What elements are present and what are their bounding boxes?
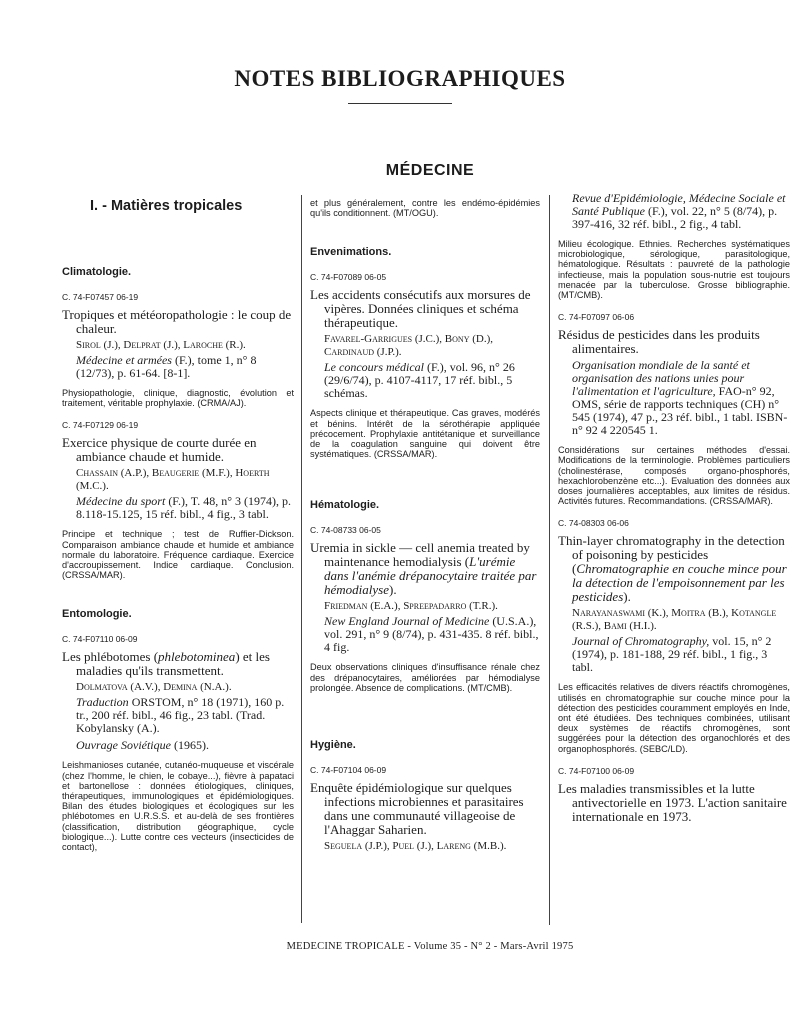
bibliographic-entry xyxy=(310,272,540,459)
page-title: NOTES BIBLIOGRAPHIQUES xyxy=(234,66,566,91)
entry-source xyxy=(572,635,790,674)
entry-abstract: Considérations sur certaines méthodes d'essai. Modifications de la terminologie. Problèmes particuliers (cholinestérase, composés organo-phosphorés, hexachlorobenzène etc...). Evaluation des données aux doses journalières acceptables, aux limites de résidus. Activités futures. Recommandations. (CRSSA/MAR). xyxy=(558,445,790,507)
entry-authors: Seguela (J.P.), Puel (J.), Lareng (M.B.). xyxy=(324,840,507,853)
entry-reference: C. 74-F07457 06-19 xyxy=(62,292,139,302)
entry-abstract: Leishmanioses cutanée, cutanéo-muqueuse et viscérale (chez l'homme, le chien, le cobaye...), fièvre à papataci et bartonellose : données étiologiques, cliniques, thérapeutiques, immunologiques et épidémiologiques. Bilan des études biologiques et écologiques sur les phlébotomes en U.R.S.S. et au-delà de ses frontières (classification, distribution géographique, cycle biologique...). Lutte contre ces vecteurs (insecticides de contact), xyxy=(62,760,294,853)
source-details: (U.S.A.), vol. 291, n° 9 (8/74), p. 431-435. 8 réf. bibl., 4 fig. xyxy=(324,614,539,655)
chapter-heading: I. - Matières tropicales xyxy=(90,198,243,214)
entry-reference: C. 74-08303 06-06 xyxy=(558,518,629,529)
entry-authors: Dolmatova (A.V.), Demina (N.A.). xyxy=(76,681,232,694)
source-details: vol. 15, n° 2 (1974), p. 181-188, 29 réf. bibl., 1 fig., 3 tabl. xyxy=(572,634,772,675)
entry-reference: C. 74-F07089 06-05 xyxy=(310,272,387,283)
category-heading: Climatologie. xyxy=(62,266,132,278)
entry-title: Tropiques et météoropathologie : le coup de chaleur. xyxy=(62,307,292,336)
category-heading: Hématologie. xyxy=(310,499,380,512)
entry-title: Uremia in sickle — cell anemia treated by maintenance hemodialysis (L'urémie dans l'anémie drépanocytaire traitée par hémodialyse). xyxy=(310,540,537,598)
source-details: (F.), tome 1, n° 8 (12/73), p. 61-64. [8-1]. xyxy=(76,353,257,380)
entry-authors: Friedman (E.A.), Spreepadarro (T.R.). xyxy=(324,600,498,613)
entry-title: Enquête épidémiologique sur quelques infections microbiennes et parasitaires dans une communauté villageoise de l'Ahaggar Saharien. xyxy=(310,780,524,838)
entry-title: Les accidents consécutifs aux morsures de vipères. Données cliniques et schéma thérapeutique. xyxy=(310,287,531,331)
entry-abstract: Aspects clinique et thérapeutique. Cas graves, modérés et bénins. Intérêt de la sérothérapie appliquée précocement. Prophylaxie antitétanique et surveillance de la coagulation sanguine qui doivent être systématiques. (CRSSA/MAR). xyxy=(310,408,540,460)
entry-source-secondary xyxy=(76,739,294,752)
journal-name: Revue d'Epidémiologie, Médecine Sociale et Santé Publique xyxy=(572,191,786,218)
journal-name: New England Journal of Medicine xyxy=(324,614,490,629)
entry-reference: C. 74-F07100 06-09 xyxy=(558,765,635,776)
entry-authors: Favarel-Garrigues (J.C.), Bony (D.), Cardinaud (J.P.). xyxy=(324,333,493,359)
entry-source xyxy=(324,361,540,400)
entry-abstract: Milieu écologique. Ethnies. Recherches systématiques microbiologique, sérologique, parasitologique, hématologique. Résultats : pauvreté de la pathologie infectieuse, mais la population sous-nutrie est toujours menacée par la tuberculose. Grosse bibliographie. (MT/CMB). xyxy=(558,239,790,301)
entry-reference: C. 74-F07104 06-09 xyxy=(310,765,387,776)
entry-title: Résidus de pesticides dans les produits alimentaires. xyxy=(558,327,760,357)
entry-authors: Chassain (A.P.), Beaugerie (M.F.), Hoerth (M.C.). xyxy=(76,467,270,493)
bibliographic-entry xyxy=(62,292,294,408)
entry-abstract: Les efficacités relatives de divers réactifs chromogènes, utilisés en chromatographie sur couche mince pour la détection des pesticides couramment employés en Inde, ont été étudiées. Des techniques combinées, utilisant deux systèmes de réactifs chromogènes, sont suggérées pour la détection des organochlorés et des organophosphorés. (SEBC/LD). xyxy=(558,682,790,754)
entry-source xyxy=(324,615,540,654)
entry-source xyxy=(76,354,294,380)
column-2 xyxy=(310,190,540,855)
entry-abstract: Principe et technique ; test de Ruffier-Dickson. Comparaison ambiance chaude et humide et ambiance normale du laboratoire. Fréquence cardiaque. Exercice d'accroupissement. Indice cardiaque. Conclusion. (CRSSA/MAR). xyxy=(62,529,294,581)
entry-authors: Sirol (J.), Delprat (J.), Laroche (R.). xyxy=(76,339,246,351)
journal-name: Médecine et armées xyxy=(76,353,172,367)
source-details: (F.), vol. 22, n° 5 (8/74), p. 397-416, 32 réf. bibl., 2 fig., 4 tabl. xyxy=(572,204,778,231)
bibliographic-entry xyxy=(62,634,294,852)
entry-reference: C. 74-F07110 06-09 xyxy=(62,634,138,645)
entry-source xyxy=(76,696,294,735)
page-footer: MEDECINE TROPICALE - Volume 35 - N° 2 - Mars-Avril 1975 xyxy=(286,941,574,952)
entry-reference: C. 74-F07097 06-06 xyxy=(558,312,635,323)
title-rule xyxy=(348,103,452,104)
column-divider xyxy=(301,195,302,923)
entry-title: Exercice physique de courte durée en ambiance chaude et humide. xyxy=(62,435,257,465)
journal-name: Le concours médical xyxy=(324,360,424,375)
journal-name: Traduction xyxy=(76,695,129,710)
journal-name: Médecine du sport xyxy=(76,494,166,509)
section-title: MÉDECINE xyxy=(385,162,475,179)
entry-title: Les maladies transmissibles et la lutte antivectorielle en 1973. L'action sanitaire internationale en 1973. xyxy=(558,780,787,824)
entry-abstract: Deux observations cliniques d'insuffisance rénale chez des drépanocytaires, améliorées par hémodialyse prolongée. Absence de complications. (MT/CMB). xyxy=(310,662,540,693)
entry-source xyxy=(76,495,294,521)
bibliographic-entry xyxy=(310,765,540,853)
entry-abstract: Physiopathologie, clinique, diagnostic, évolution et traitement, véritable prophylaxie. (CRMA/AJ). xyxy=(62,388,294,409)
category-heading: Envenimations. xyxy=(310,246,392,259)
entry-abstract-continued: et plus généralement, contre les endémo-épidémies qu'ils conditionnent. (MT/OGU). xyxy=(310,198,540,219)
bibliographic-entry xyxy=(558,312,790,506)
entry-reference: C. 74-08733 06-05 xyxy=(310,525,381,536)
bibliographic-entry xyxy=(558,518,790,753)
column-divider xyxy=(549,195,550,925)
entry-source xyxy=(572,359,790,437)
source-details: ORSTOM, n° 18 (1971), 160 p. tr., 200 réf. bibl., 46 fig., 23 tabl. (Trad. Kobylansky (A.). xyxy=(76,695,285,736)
entry-title: Les phlébotomes (phlebotominea) et les maladies qu'ils transmettent. xyxy=(62,649,270,679)
journal-name: Journal of Chromatography, xyxy=(572,634,710,649)
work-name: Ouvrage Soviétique xyxy=(76,738,171,753)
source-details: FAO-n° 92, OMS, série de rapports techniques (CH) n° 545 (1974), 47 p., 23 réf. bibl., 1 tabl. ISBN-n° 92 4 220545 1. xyxy=(572,384,788,438)
source-details: (1965). xyxy=(170,738,209,753)
column-1 xyxy=(62,198,294,862)
column-3 xyxy=(558,190,790,827)
bibliographic-entry xyxy=(310,525,540,693)
bibliographic-entry xyxy=(558,766,790,824)
source-details: (F.), vol. 96, n° 26 (29/6/74), p. 4107-4117, 17 réf. bibl., 5 schémas. xyxy=(324,360,515,401)
entry-source-continued xyxy=(572,192,790,231)
bibliographic-entry xyxy=(62,420,294,580)
entry-reference: C. 74-F07129 06-19 xyxy=(62,420,139,431)
entry-authors: Narayanaswami (K.), Moitra (B.), Kotangle (R.S.), Bami (H.I.). xyxy=(572,607,777,633)
journal-name: Organisation mondiale de la santé et organisation des nations unies pour l'alimentation et l'agriculture, xyxy=(572,358,750,399)
source-details: (F.), T. 48, n° 3 (1974), p. 8.118-15.125, 15 réf. bibl., 4 fig., 3 tabl. xyxy=(76,494,292,522)
entry-title: Thin-layer chromatography in the detection of poisoning by pesticides (Chromatographie en couche mince pour la détection de l'empoisonnement par les pesticides). xyxy=(558,533,787,605)
category-heading: Hygiène. xyxy=(310,739,356,752)
category-heading: Entomologie. xyxy=(62,608,132,621)
